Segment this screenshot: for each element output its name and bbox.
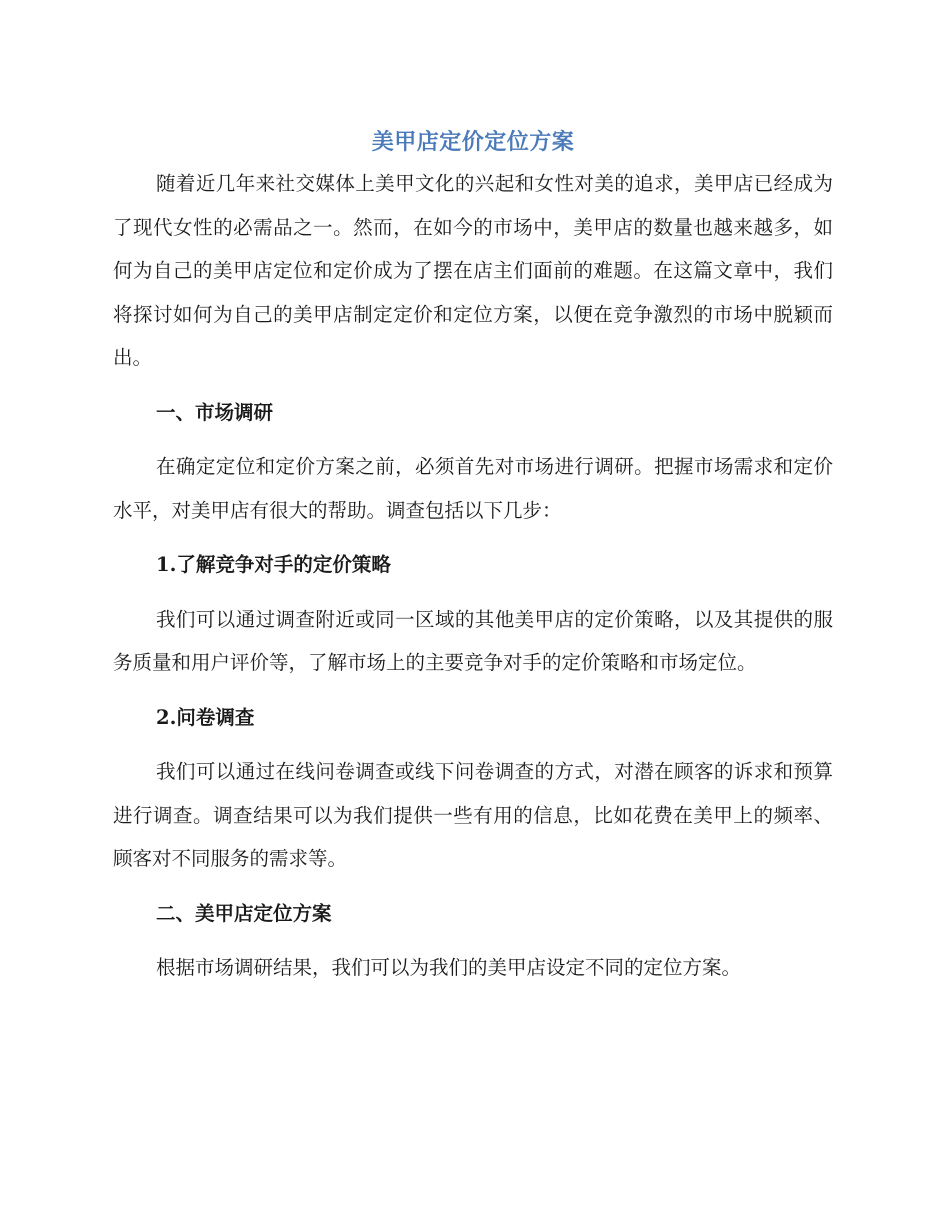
- competitor-pricing-paragraph: 我们可以通过调查附近或同一区域的其他美甲店的定价策略，以及其提供的服务质量和用户评价等，了解市场上的主要竞争对手的定价策略和市场定位。: [113, 607, 833, 674]
- questionnaire-paragraph: 我们可以通过在线问卷调查或线下问卷调查的方式，对潜在顾客的诉求和预算进行调查。调查结果可以为我们提供一些有用的信息，比如花费在美甲上的频率、顾客对不同服务的需求等。: [113, 760, 833, 870]
- document-title: 美甲店定价定位方案: [371, 130, 575, 155]
- intro-paragraph: 随着近几年来社交媒体上美甲文化的兴起和女性对美的追求，美甲店已经成为了现代女性的必需品之一。然而，在如今的市场中，美甲店的数量也越来越多，如何为自己的美甲店定位和定价成为了摆在店主们面前的难题。在这篇文章中，我们将探讨如何为自己的美甲店制定定价和定位方案，以便在竞争激烈的市场中脱颖而出。: [113, 172, 833, 369]
- section-heading-market-research: 一、市场调研: [156, 400, 274, 424]
- subheading-questionnaire: 2.问卷调查: [156, 705, 255, 729]
- subheading-competitor-pricing: 1.了解竞争对手的定价策略: [156, 553, 391, 576]
- positioning-paragraph: 根据市场调研结果，我们可以为我们的美甲店设定不同的定位方案。: [156, 956, 742, 979]
- document-content: [113, 126, 833, 990]
- market-research-paragraph: 在确定定位和定价方案之前，必须首先对市场进行调研。把握市场需求和定价水平，对美甲店有很大的帮助。调查包括以下几步：: [113, 455, 833, 522]
- section-heading-positioning: 二、美甲店定位方案: [156, 901, 332, 925]
